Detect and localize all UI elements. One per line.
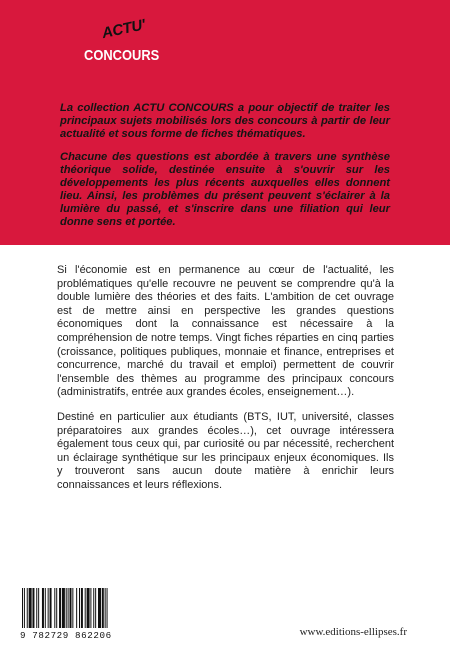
intro-paragraph-2: Chacune des questions est abordée à travers une synthèse théorique solide, destinée ensuite à s'ouvrir sur les développements les plus récents auxquelles elles donnent lieu. Ainsi, les problèmes du présent peuvent s'éclairer à la lumière du passé, et s'inscrire dans une filiation qui leur donne sens et portée. [60, 151, 390, 228]
summary-paragraph-2: Destiné en particulier aux étudiants (BTS, IUT, université, classes préparatoires aux grandes écoles…), cet ouvrage intéressera également tous ceux qui, par curiosité ou par nécessité, recherchent un éclairage synthétique sur les principaux enjeux économiques. Ils y trouveront sans aucun doute matière à enrichir leurs connaissances et leurs réflexions. [57, 410, 394, 491]
collection-description [60, 102, 390, 239]
intro-paragraph-1: La collection ACTU CONCOURS a pour objectif de traiter les principaux sujets mobilisés lors des concours à partir de leur actualité et sous forme de fiches thématiques. [60, 102, 390, 140]
isbn-number: 9 782729 862206 [20, 630, 112, 641]
collection-logo [84, 16, 174, 70]
logo-concours-text: CONCOURS [84, 47, 160, 64]
logo-actu-text: ACTU' [100, 16, 147, 42]
publisher-website: www.editions-ellipses.fr [299, 626, 407, 638]
book-summary [57, 264, 394, 504]
summary-paragraph-1: Si l'économie est en permanence au cœur de l'actualité, les problématiques qu'elle recouvre ne peuvent se comprendre qu'à la double lumière des théories et des faits. L'ambition de cet ouvrage est de mettre ainsi en perspective les grandes questions économiques dont la connaissance est nécessaire à la compréhension de notre temps. Vingt fiches réparties en cinq parties (croissance, politiques publiques, monnaie et finance, entreprises et concurrence, marché du travail et emploi) permettent de couvrir l'ensemble des thèmes au programme des principaux concours (administratifs, entrée aux grandes écoles, enseignement…). [57, 264, 394, 399]
barcode-icon [20, 588, 142, 628]
red-header-band [0, 0, 450, 245]
